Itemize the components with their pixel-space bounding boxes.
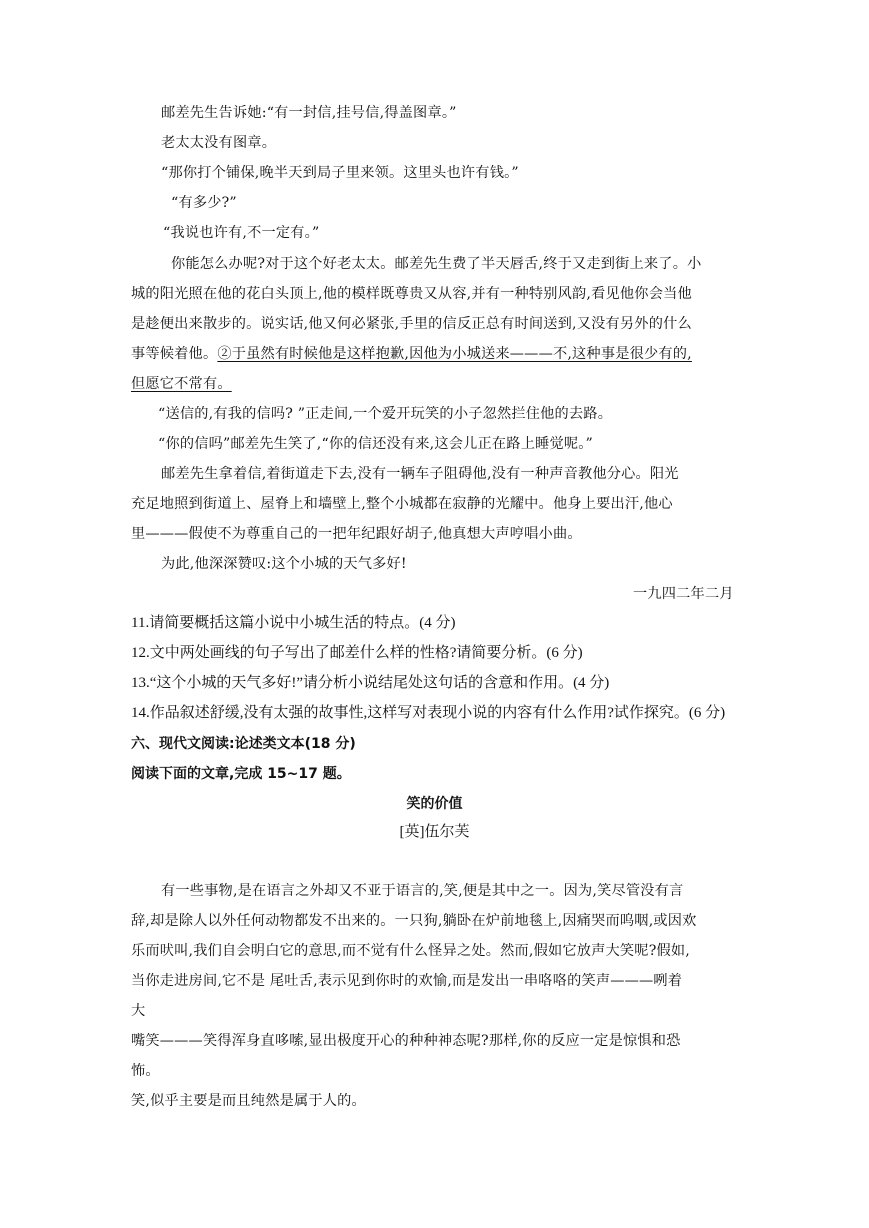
underlined-sentence-2: ②于虽然有时候他是这样抱歉,因他为小城送来———不,这种事是很少有的, xyxy=(217,346,692,362)
story-line-2: 老太太没有图章。 xyxy=(161,135,277,151)
essay-line-7: 怖。 xyxy=(131,1063,160,1079)
section-instruction: 阅读下面的文章,完成 15~17 题。 xyxy=(131,766,351,782)
question-13: 13.“这个小城的天气多好!”请分析小说结尾处这句话的含意和作用。(4 分) xyxy=(131,675,610,691)
story-line-11: “送信的,有我的信吗? ”正走间,一个爱开玩笑的小子忽然拦住他的去路。 xyxy=(158,406,613,422)
essay-line-8: 笑,似乎主要是而且纯然是属于人的。 xyxy=(131,1093,366,1109)
story-line-14: 充足地照到街道上、屋脊上和墙壁上,整个小城都在寂静的光耀中。他身上要出汗,他心 xyxy=(131,496,673,512)
essay-line-3: 乐而吠叫,我们自会明白它的意思,而不觉有什么怪异之处。然而,假如它放声大笑呢?假如, xyxy=(131,943,690,959)
story-line-13: 邮差先生拿着信,着街道走下去,没有一辆车子阻碍他,没有一种声音教他分心。阳光 xyxy=(161,466,679,482)
question-12: 12.文中两处画线的句子写出了邮差什么样的性格?请简要分析。(6 分) xyxy=(131,645,583,661)
story-line-9 xyxy=(131,344,692,364)
story-line-12: “你的信吗”邮差先生笑了,“你的信还没有来,这会儿正在路上睡觉呢。” xyxy=(158,436,593,452)
story-line-6: 你能怎么办呢?对于这个好老太太。邮差先生费了半天唇舌,终于又走到街上来了。小 xyxy=(171,256,702,272)
story-line-16: 为此,他深深赞叹:这个小城的天气多好! xyxy=(161,556,407,572)
story-line-1: 邮差先生告诉她:“有一封信,挂号信,得盖图章。” xyxy=(161,105,457,121)
essay-author: [英]伍尔芙 xyxy=(399,824,470,840)
story-line-7: 城的阳光照在他的花白头顶上,他的模样既尊贵又从容,并有一种特别风韵,看见他你会当他 xyxy=(131,286,692,302)
story-date: 一九四二年二月 xyxy=(633,586,734,602)
story-line-5: “我说也许有,不一定有。” xyxy=(163,225,320,241)
question-11: 11.请简要概括这篇小说中小城生活的特点。(4 分) xyxy=(131,615,456,631)
section-heading: 六、现代文阅读:论述类文本(18 分) xyxy=(131,736,356,752)
story-line-4: “有多少?” xyxy=(171,195,237,211)
essay-line-1: 有一些事物,是在语言之外却又不亚于语言的,笑,便是其中之一。因为,笑尽管没有言 xyxy=(161,883,684,899)
essay-line-4: 当你走进房间,它不是 尾吐舌,表示见到你时的欢愉,而是发出一串咯咯的笑声———咧着 xyxy=(131,973,683,989)
essay-line-2: 辞,却是除人以外任何动物都发不出来的。一只狗,躺卧在炉前地毯上,因痛哭而呜咽,或因欢 xyxy=(131,913,697,929)
story-line-15: 里———假使不为尊重自己的一把年纪跟好胡子,他真想大声哼唱小曲。 xyxy=(131,526,582,542)
essay-line-6: 嘴笑———笑得浑身直哆嗦,显出极度开心的种种神态呢?那样,你的反应一定是惊惧和恐 xyxy=(131,1033,681,1049)
story-line-3: “那你打个铺保,晚半天到局子里来领。这里头也许有钱。” xyxy=(161,165,519,181)
underlined-sentence-2-cont: 但愿它不常有。 xyxy=(131,376,232,392)
question-14: 14.作品叙述舒缓,没有太强的故事性,这样写对表现小说的内容有什么作用?试作探究。(6 分) xyxy=(131,705,726,721)
story-line-8: 是趁便出来散步的。说实话,他又何必紧张,手里的信反正总有时间送到,又没有另外的什么 xyxy=(131,316,692,332)
essay-title: 笑的价值 xyxy=(406,796,463,812)
story-text: 事等候着他。 xyxy=(131,346,218,362)
essay-line-5: 大 xyxy=(131,1003,146,1019)
